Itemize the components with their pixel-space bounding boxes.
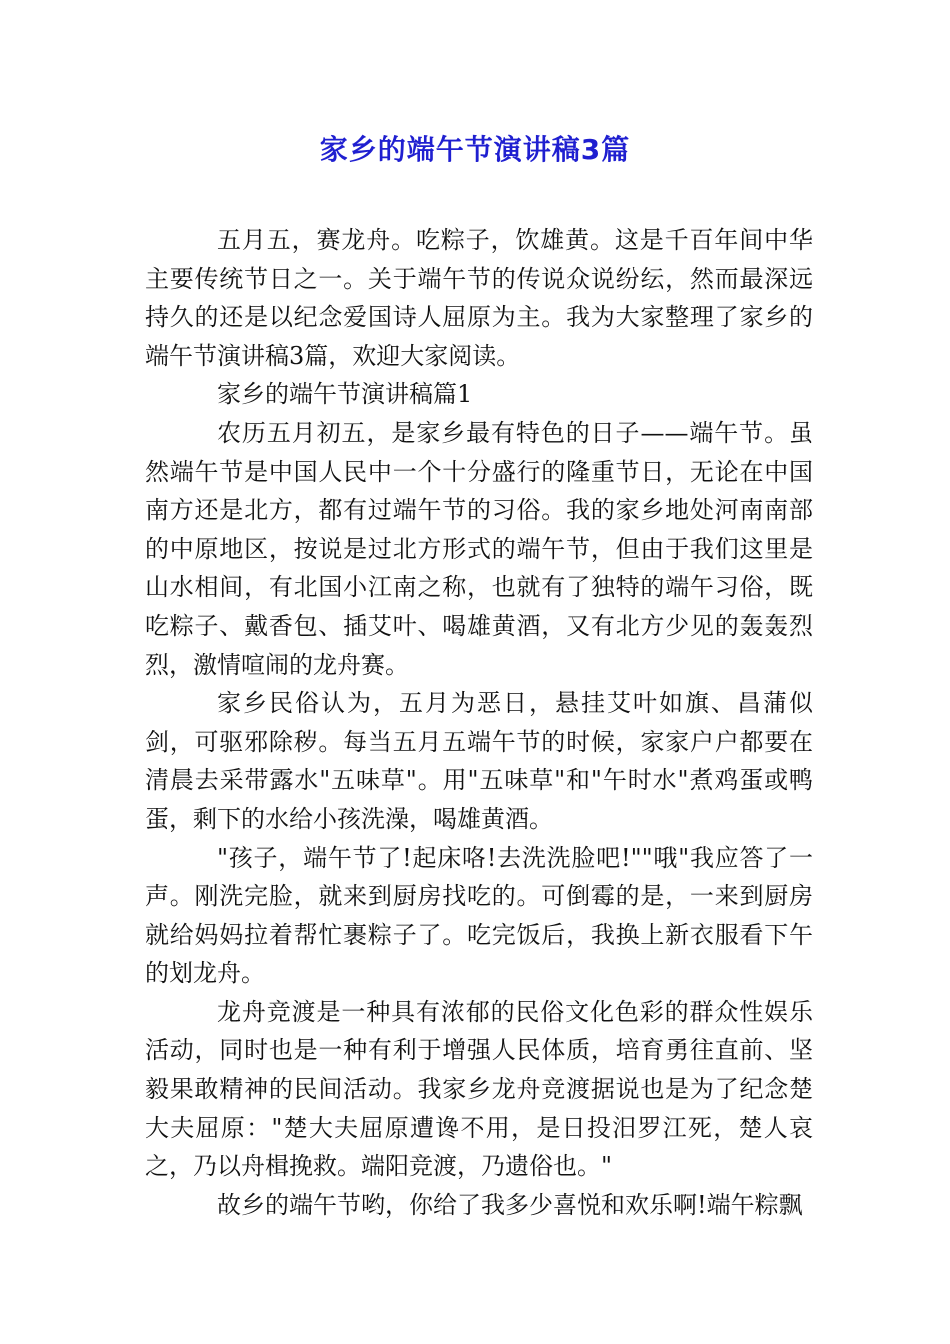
document-body	[145, 221, 813, 1224]
document-title: 家乡的端午节演讲稿3篇	[319, 133, 631, 166]
body-paragraph: 龙舟竞渡是一种具有浓郁的民俗文化色彩的群众性娱乐活动，同时也是一种有利于增强人民体质，培育勇往直前、坚毅果敢精神的民间活动。我家乡龙舟竞渡据说也是为了纪念楚大夫屈原："楚大夫屈原遭谗不用，是日投汨罗江死，楚人哀之，乃以舟楫挽救。端阳竞渡，乃遗俗也。"	[145, 997, 813, 1181]
intro-paragraph: 五月五，赛龙舟。吃粽子，饮雄黄。这是千百年间中华主要传统节日之一。关于端午节的传说众说纷纭，然而最深远持久的还是以纪念爱国诗人屈原为主。我为大家整理了家乡的端午节演讲稿3篇，欢迎大家阅读。	[145, 226, 813, 370]
body-paragraph: 农历五月初五，是家乡最有特色的日子——端午节。虽然端午节是中国人民中一个十分盛行的隆重节日，无论在中国南方还是北方，都有过端午节的习俗。我的家乡地处河南南部的中原地区，按说是过北方形式的端午节，但由于我们这里是山水相间，有北国小江南之称，也就有了独特的端午习俗，既吃粽子、戴香包、插艾叶、喝雄黄酒，又有北方少见的轰轰烈烈，激情喧闹的龙舟赛。	[145, 418, 813, 679]
body-paragraph: 家乡民俗认为，五月为恶日，悬挂艾叶如旗、昌蒲似剑，可驱邪除秽。每当五月五端午节的时候，家家户户都要在清晨去采带露水"五味草"。用"五味草"和"午时水"煮鸡蛋或鸭蛋，剩下的水给小孩洗澡，喝雄黄酒。	[145, 689, 813, 833]
section-heading: 家乡的端午节演讲稿篇1	[217, 380, 473, 409]
body-paragraph: 故乡的端午节哟，你给了我多少喜悦和欢乐啊!端午粽飘	[217, 1190, 803, 1219]
body-paragraph: "孩子，端午节了!起床咯!去洗洗脸吧!""哦"我应答了一声。刚洗完脸，就来到厨房找吃的。可倒霉的是，一来到厨房就给妈妈拉着帮忙裹粽子了。吃完饭后，我换上新衣服看下午的划龙舟。	[145, 843, 813, 988]
